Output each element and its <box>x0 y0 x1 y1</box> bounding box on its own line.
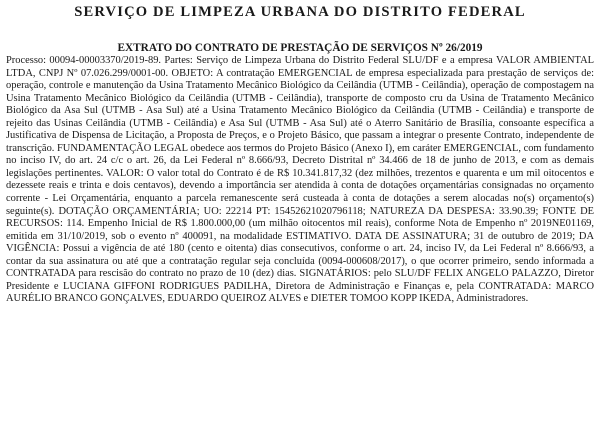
contract-extract-body: Processo: 00094-00003370/2019-89. Partes: Serviço de Limpeza Urbana do Distrito Federal SLU/DF e a empresa VALOR AMBIENTAL LTDA, CNPJ Nº 07.026.299/0001-00. OBJETO: A contratação EMERGENCIAL de empresa especializada para prestação de serviços de: operação, controle e manutenção da Usina Tratamento Mecânico Biológico da Ceilândia (UTMB - Ceilândia), operação de compostagem na Usina Tratamento Mecânico Biológico da Ceilândia (UTMB - Ceilândia), transporte de composto cru da Usina de Tratamento Mecânico Biológico da Asa Sul (UTMB - Asa Sul) até a Usina Tratamento Mecânico Biológico da Ceilândia (UTMB - Ceilândia) e transporte de rejeito das Usinas Ceilândia (UTMB - Ceilândia) e Asa Sul (UTMB - Asa Sul) até o Aterro Sanitário de Brasília, consoante específica a Justificativa de Dispensa de Licitação, a Proposta de Preços, e o Projeto Básico, que passam a integrar o presente Contrato, independente de transcrição. FUNDAMENTAÇÃO LEGAL obedece aos termos do Projeto Básico (Anexo I), em caráter EMERGENCIAL, com fundamento no inciso IV, do art. 24 c/c o art. 26, da Lei Federal nº 8.666/93, Decreto Distrital nº 34.466 de 18 de junho de 2013, e com as demais legislações pertinentes. VALOR: O valor total do Contrato é de R$ 10.341.817,32 (dez milhões, trezentos e quarenta e um mil oitocentos e dezessete reais e trinta e dois centavos), devendo a importância ser atendida à conta de dotações orçamentárias consignadas no orçamento corrente - Lei Orçamentária, enquanto a parcela remanescente será custeada à conta de dotações a serem alocadas no(s) orçamento(s) seguinte(s). DOTAÇÃO ORÇAMENTÁRIA; UO: 22214 PT: 15452621020796118; NATUREZA DA DESPESA: 33.90.39; FONTE DE RECURSOS: 114. Empenho Inicial de R$ 1.800.000,00 (um milhão oitocentos mil reais), conforme Nota de Empenho nº 2019NE01169, emitida em 31/10/2019, sob o evento nº 400091, na modalidade ESTIMATIVO. DATA DE ASSINATURA; 31 de outubro de 2019; DA VIGÊNCIA: Possui a vigência de até 180 (cento e oitenta) dias consecutivos, conforme o art. 24, inciso IV, da Lei Federal nº 8.666/93, a contar da sua assinatura ou até que a contratação regular seja concluída (0094-000608/2017), o que ocorrer primeiro, sendo informada a CONTRATADA para rescisão do contrato no prazo de 10 (dez) dias. SIGNATÁRIOS: pelo SLU/DF FELIX ANGELO PALAZZO, Diretor Presidente e LUCIANA GIFFONI RODRIGUES PADILHA, Diretora de Administração e Finanças e, pela CONTRATADA: MARCO AURÉLIO BRANCO GONÇALVES, EDUARDO QUEIROZ ALVES e DIETER TOMOO KOPP IKEDA, Administradores. <box>6 55 594 305</box>
contract-extract-title: EXTRATO DO CONTRATO DE PRESTAÇÃO DE SERVIÇOS Nº 26/2019 <box>117 42 483 54</box>
page-title: SERVIÇO DE LIMPEZA URBANA DO DISTRITO FEDERAL <box>74 4 526 20</box>
